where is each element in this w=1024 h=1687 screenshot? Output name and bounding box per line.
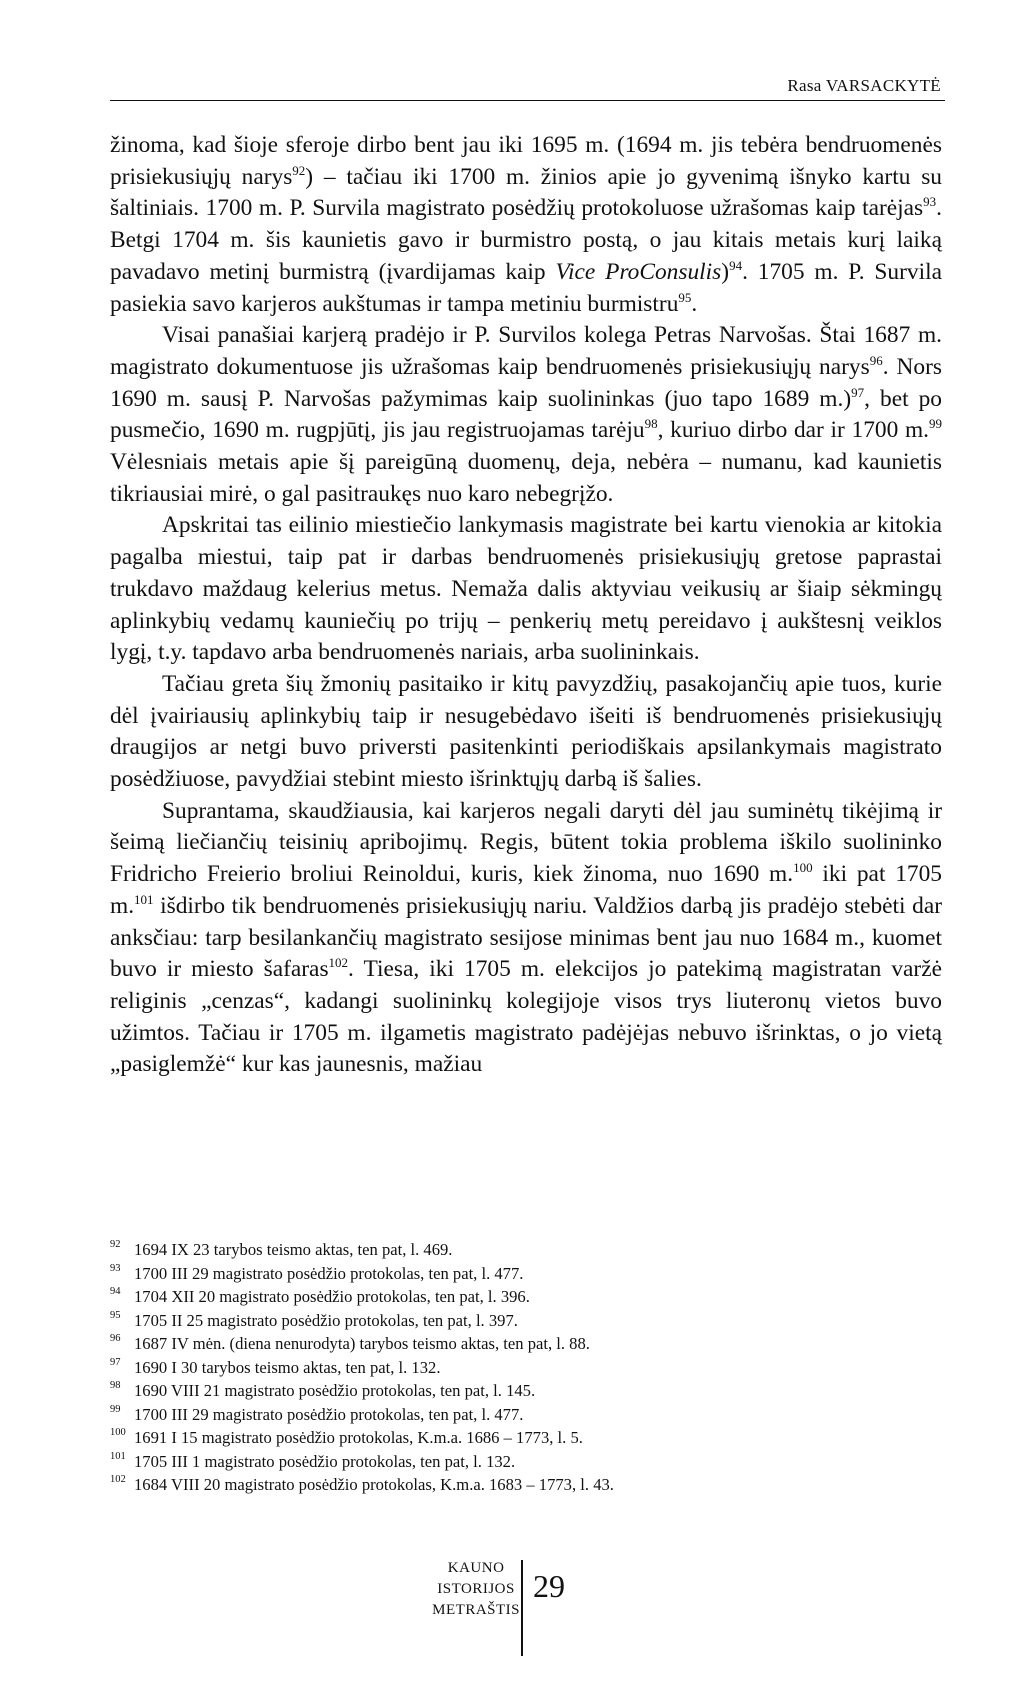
footnote-text: 1704 XII 20 magistrato posėdžio protokolas, ten pat, l. 396. (134, 1287, 530, 1306)
text-run: Vėlesniais metais apie šį pareigūną duomenų, deja, nebėra – numanu, kad kaunietis tikriausiai mirė, o gal pasitraukęs nuo karo nebegrįžo. (110, 449, 942, 507)
footer-divider (521, 1560, 523, 1656)
footnote-number: 93 (110, 1262, 121, 1274)
footnote-ref: 100 (793, 860, 813, 876)
footnote-ref: 99 (929, 416, 942, 432)
text-run: ) – tačiau iki 1700 m. žinios apie jo gyvenimą išnyko kartu su šaltiniais. 1700 m. P. Survila magistrato posėdžių protokoluose užrašomas kaip tarėjas (110, 163, 942, 222)
footnote-text: 1694 IX 23 tarybos teismo aktas, ten pat, l. 469. (134, 1240, 453, 1259)
footnote-text: 1700 III 29 magistrato posėdžio protokolas, ten pat, l. 477. (134, 1263, 524, 1283)
footnote-ref: 92 (292, 162, 306, 178)
footnote-number: 102 (110, 1474, 126, 1485)
footnote-ref: 97 (851, 384, 865, 400)
footnote (110, 1238, 942, 1262)
footnote-ref: 101 (134, 892, 154, 908)
footnote (110, 1403, 942, 1427)
text-run: ) (721, 258, 730, 285)
paragraph-2 (110, 320, 942, 510)
text-run: . Nors 1690 m. sausį P. Narvošas pažymimas kaip suolininkas (juo tapo 1689 m.) (110, 353, 942, 412)
footnote-number: 100 (110, 1427, 126, 1438)
footnote-text: 1705 III 1 magistrato posėdžio protokolas, ten pat, l. 132. (134, 1451, 516, 1471)
paragraph-4: Tačiau greta šių žmonių pasitaiko ir kitų pavyzdžių, pasakojančių apie tuos, kurie dėl įvairiausių aplinkybių taip ir nesugebėdavo išeiti iš bendruomenės prisiekusiųjų draugijos ar netgi buvo priversti pasitenkinti periodiškais apsilankymais magistrato posėdžiuose, pavydžiai stebint miesto išrinktųjų darbą iš šalies. (110, 670, 942, 793)
journal-title-line: ISTORIJOS (437, 1581, 515, 1597)
footnote-text: 1700 III 29 magistrato posėdžio protokolas, ten pat, l. 477. (134, 1404, 524, 1424)
footnote-text: 1691 I 15 magistrato posėdžio protokolas, K.m.a. 1686 – 1773, l. 5. (134, 1428, 583, 1447)
running-header (110, 70, 945, 101)
footnote (110, 1262, 942, 1286)
journal-title-line: KAUNO (447, 1560, 505, 1576)
italic-term: Vice ProConsulis (555, 258, 722, 285)
paragraph-5 (110, 796, 942, 1081)
footnote-number: 99 (110, 1403, 121, 1415)
footnote-ref: 93 (923, 194, 937, 210)
running-header-author: Rasa VARSACKYTĖ (787, 76, 941, 95)
page-number: 29 (533, 1568, 565, 1604)
text-run: , kuriuo dirbo dar ir 1700 m. (657, 417, 929, 444)
journal-title-line: METRAŠTIS (432, 1602, 520, 1618)
footnote-number: 94 (110, 1286, 121, 1297)
footnote-number: 96 (110, 1333, 121, 1344)
footnote-ref: 94 (729, 258, 743, 274)
paragraph-3: Apskritai tas eilinio miestiečio lankymasis magistrate bei kartu vienokia ar kitokia pagalba miestui, taip pat ir darbas bendruomenės prisiekusiųjų gretose paprastai trukdavo maždaug kelerius metus. Nemaža dalis aktyviau veikusių ar šiaip sėkmingų aplinkybių vedamų kauniečių po trijų – penkerių metų pereidavo į aukštesnį veiklos lygį, t.y. tapdavo arba bendruomenės nariais, arba suolininkais. (110, 512, 942, 666)
paragraph-1 (110, 130, 942, 320)
footnote-number: 92 (110, 1239, 121, 1250)
page-footer (432, 1558, 600, 1668)
footnote-text: 1684 VIII 20 magistrato posėdžio protokolas, K.m.a. 1683 – 1773, l. 43. (134, 1475, 614, 1494)
text-run: Visai panašiai karjerą pradėjo ir P. Survilos kolega Petras Narvošas. Štai 1687 m. magistrato dokumentuose jis užrašomas kaip bendruomenės prisiekusiųjų narys (110, 322, 942, 380)
footnote-text: 1690 VIII 21 magistrato posėdžio protokolas, ten pat, l. 145. (134, 1381, 536, 1400)
footnote-number: 97 (110, 1356, 121, 1368)
footnote-text: 1687 IV mėn. (diena nenurodyta) tarybos teismo aktas, ten pat, l. 88. (134, 1334, 590, 1353)
footnote (110, 1450, 942, 1474)
footnotes (110, 1238, 942, 1497)
text-run: iki pat 1705 m. (110, 861, 942, 919)
text-run: žinoma, kad šioje sferoje dirbo bent jau iki 1695 m. (1694 m. jis tebėra bendruomenės prisiekusiųjų narys (110, 132, 942, 190)
text-run: Suprantama, skaudžiausia, kai karjeros negali daryti dėl jau suminėtų tikėjimą ir šeimą liečiančių teisinių apribojimų. Regis, būtent tokia problema iškilo suolininko Fridricho Freierio broliui Reinoldui, kuris, kiek žinoma, nuo 1690 m. (110, 797, 942, 888)
footnote-number: 101 (110, 1450, 126, 1462)
footnote-ref: 102 (328, 955, 349, 971)
footnote (110, 1332, 942, 1356)
text-run: . Tiesa, iki 1705 m. elekcijos jo patekimą magistratan varžė religinis „cenzas“, kadangi suolininkų kolegijoje visos trys liuteronų vietos buvo užimtos. Tačiau ir 1705 m. ilgametis magistrato padėjėjas nebuvo išrinktas, o jo vietą „pasiglemžė“ kur kas jaunesnis, mažiau (110, 956, 942, 1078)
footnote-number: 95 (110, 1309, 121, 1321)
text-run: . (691, 290, 698, 317)
footnote (110, 1473, 942, 1497)
footnote (110, 1379, 942, 1403)
footnote (110, 1356, 942, 1380)
main-text (110, 130, 942, 1081)
text-run: . Betgi 1704 m. šis kaunietis gavo ir burmistro postą, o jau kitais metais kurį laiką pavadavo metinį burmistrą (įvardijamas kaip (110, 195, 942, 285)
journal-title (432, 1558, 520, 1621)
footnote-text: 1705 II 25 magistrato posėdžio protokolas, ten pat, l. 397. (134, 1310, 518, 1330)
footnote-ref: 95 (678, 289, 692, 305)
footnote-text: 1690 I 30 tarybos teismo aktas, ten pat, l. 132. (134, 1357, 441, 1377)
footnote (110, 1285, 942, 1309)
text-run: . 1705 m. P. Survila pasiekia savo karjeros aukštumas ir tampa metiniu burmistru (110, 258, 942, 317)
footnote-number: 98 (110, 1380, 121, 1391)
footnote (110, 1309, 942, 1333)
footnote (110, 1426, 942, 1450)
footnote-ref: 98 (644, 416, 658, 432)
footnote-ref: 96 (869, 353, 883, 369)
text-run: išdirbo tik bendruomenės prisiekusiųjų nariu. Valdžios darbą jis pradėjo stebėti dar anksčiau: tarp besilankančių magistrato sesijose minimas bent jau nuo 1684 m., kuomet buvo ir miesto šafaras (110, 892, 942, 983)
text-run: , bet po pusmečio, 1690 m. rugpjūtį, jis jau registruojamas tarėju (110, 385, 942, 444)
